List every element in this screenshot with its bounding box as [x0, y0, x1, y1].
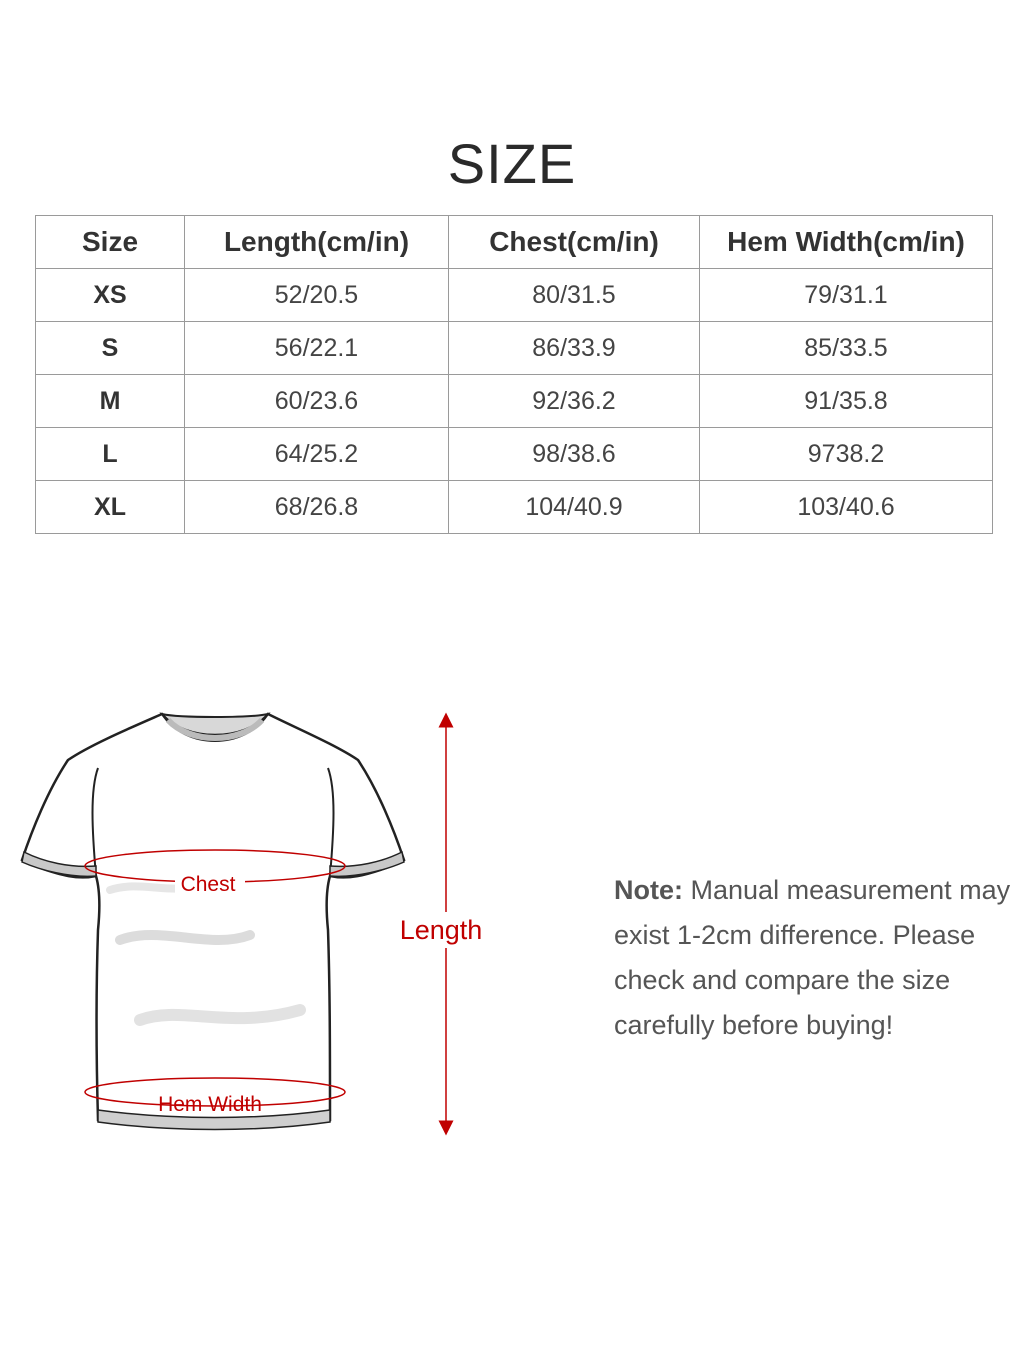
note-label: Note: [614, 875, 683, 905]
page-title: SIZE [447, 132, 577, 195]
hem-width-label: Hem Width [158, 1093, 262, 1116]
length-cell: 56/22.1 [185, 322, 449, 375]
header-size: Size [36, 216, 185, 269]
table-header-row [36, 216, 993, 269]
size-cell: XL [36, 481, 185, 534]
length-cell: 60/23.6 [185, 375, 449, 428]
size-cell: S [36, 322, 185, 375]
hem-width-cell: 85/33.5 [700, 322, 993, 375]
table-row [36, 375, 993, 428]
size-cell: M [36, 375, 185, 428]
size-cell: L [36, 428, 185, 481]
note-text: Manual measurement may exist 1-2cm difference. Please check and compare the size carefully before buying! [614, 875, 1011, 1040]
table-row [36, 481, 993, 534]
chest-cell: 80/31.5 [449, 269, 700, 322]
size-cell: XS [36, 269, 185, 322]
length-label: Length [399, 915, 483, 945]
length-cell: 68/26.8 [185, 481, 449, 534]
size-chart-table [35, 215, 993, 534]
length-cell: 52/20.5 [185, 269, 449, 322]
hem-width-cell: 9738.2 [700, 428, 993, 481]
hem-width-cell: 91/35.8 [700, 375, 993, 428]
chest-cell: 86/33.9 [449, 322, 700, 375]
tshirt-measurement-diagram [0, 690, 520, 1150]
hem-width-cell: 103/40.6 [700, 481, 993, 534]
tshirt-illustration [22, 714, 404, 1130]
header-chest: Chest(cm/in) [449, 216, 700, 269]
chest-label: Chest [180, 873, 236, 896]
chest-cell: 92/36.2 [449, 375, 700, 428]
chest-cell: 104/40.9 [449, 481, 700, 534]
measurement-note [614, 868, 1019, 1048]
table-row [36, 428, 993, 481]
header-hem-width: Hem Width(cm/in) [700, 216, 993, 269]
hem-width-cell: 79/31.1 [700, 269, 993, 322]
chest-cell: 98/38.6 [449, 428, 700, 481]
header-length: Length(cm/in) [185, 216, 449, 269]
length-cell: 64/25.2 [185, 428, 449, 481]
table-row [36, 269, 993, 322]
table-row [36, 322, 993, 375]
